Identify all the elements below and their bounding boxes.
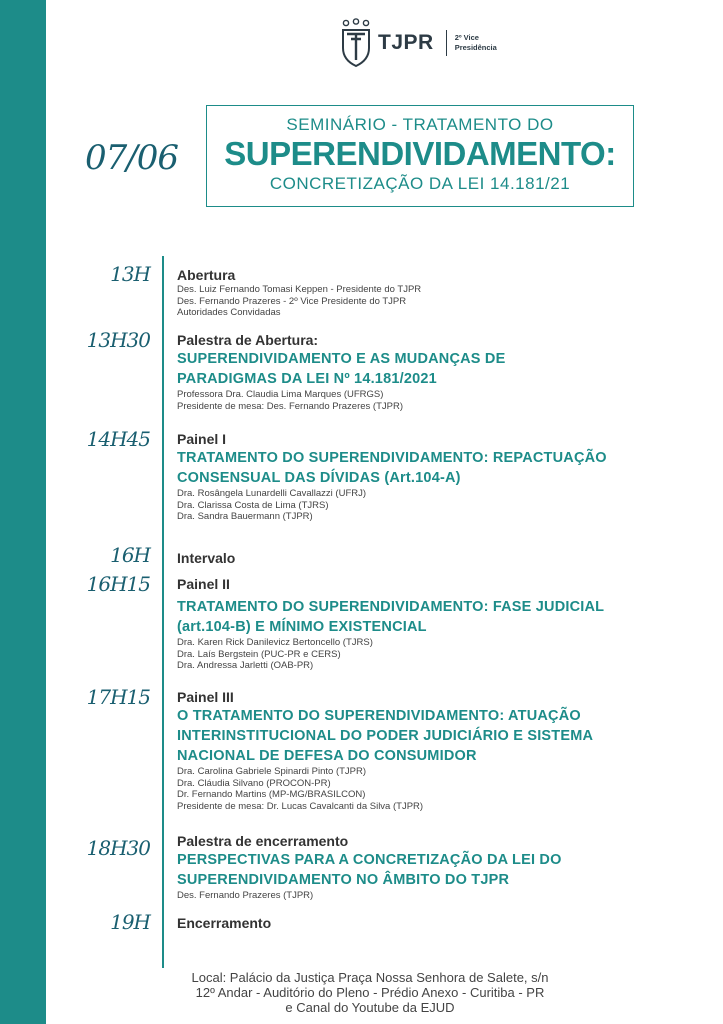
session-panel-3 bbox=[177, 688, 667, 812]
event-date: 07/06 bbox=[85, 138, 178, 178]
title-box bbox=[206, 105, 634, 207]
speaker: Des. Fernando Prazeres (TJPR) bbox=[177, 890, 314, 901]
session-title: O TRATAMENTO DO SUPERENDIVIDAMENTO: ATUAÇÃO bbox=[177, 708, 581, 724]
title-line-2: SUPERENDIVIDAMENTO: bbox=[224, 135, 616, 172]
session-time: 18H30 bbox=[86, 836, 150, 860]
session-heading: Intervalo bbox=[177, 550, 236, 566]
session-heading: Palestra de Abertura: bbox=[177, 332, 319, 348]
timeline-line bbox=[162, 256, 164, 968]
session-title: SUPERENDIVIDAMENTO NO ÂMBITO DO TJPR bbox=[177, 872, 510, 888]
session-panel-2 bbox=[177, 575, 667, 672]
session-time: 14H45 bbox=[86, 427, 150, 451]
session-opening bbox=[177, 266, 667, 319]
title-line-3: CONCRETIZAÇÃO DA LEI 14.181/21 bbox=[269, 174, 571, 193]
speaker: Presidente de mesa: Dr. Lucas Cavalcanti da Silva (TJPR) bbox=[177, 800, 424, 812]
speaker: Autoridades Convidadas bbox=[177, 307, 281, 319]
speaker: Des. Fernando Prazeres - 2º Vice Presidente do TJPR bbox=[177, 295, 407, 307]
speaker: Dra. Andressa Jarletti (OAB-PR) bbox=[177, 660, 314, 672]
session-title: SUPERENDIVIDAMENTO E AS MUDANÇAS DE bbox=[177, 351, 506, 367]
speaker: Dra. Karen Rick Danilevicz Bertoncello (TJRS) bbox=[177, 637, 373, 648]
session-heading: Painel I bbox=[177, 431, 227, 447]
session-closing bbox=[177, 914, 667, 932]
session-title: PARADIGMAS DA LEI Nº 14.181/2021 bbox=[177, 371, 437, 387]
session-time: 13H bbox=[110, 262, 150, 286]
session-time: 13H30 bbox=[86, 328, 150, 352]
side-accent-bar bbox=[0, 0, 46, 1024]
speaker: Professora Dra. Claudia Lima Marques (UFRGS) bbox=[177, 389, 384, 400]
session-break bbox=[177, 549, 667, 567]
logo-subtitle: 2º Vice Presidência bbox=[454, 33, 497, 52]
session-time: 19H bbox=[110, 910, 150, 934]
title-line-1: SEMINÁRIO - TRATAMENTO DO bbox=[286, 115, 554, 134]
speaker: Presidente de mesa: Des. Fernando Prazeres (TJPR) bbox=[177, 400, 403, 412]
logo-wordmark: TJPR bbox=[378, 31, 434, 54]
speaker: Dra. Rosângela Lunardelli Cavallazzi (UFRJ) bbox=[177, 488, 367, 499]
speaker: Dra. Laís Bergstein (PUC-PR e CERS) bbox=[177, 648, 341, 660]
session-panel-1 bbox=[177, 430, 667, 523]
logo-divider bbox=[446, 30, 447, 56]
session-heading: Painel III bbox=[177, 689, 234, 705]
session-time: 16H15 bbox=[86, 572, 150, 596]
footer-location bbox=[150, 970, 590, 1015]
session-heading: Abertura bbox=[177, 267, 236, 283]
session-title: (art.104-B) E MÍNIMO EXISTENCIAL bbox=[177, 619, 427, 635]
session-title: PERSPECTIVAS PARA A CONCRETIZAÇÃO DA LEI DO bbox=[177, 852, 562, 868]
tjpr-crest-icon bbox=[340, 18, 372, 68]
session-closing-lecture bbox=[177, 832, 667, 902]
session-title: CONSENSUAL DAS DÍVIDAS (Art.104-A) bbox=[177, 470, 461, 486]
speaker: Dr. Fernando Martins (MP-MG/BRASILCON) bbox=[177, 789, 366, 801]
speaker: Dra. Cláudia Silvano (PROCON-PR) bbox=[177, 777, 331, 789]
session-title: TRATAMENTO DO SUPERENDIVIDAMENTO: REPACTUAÇÃO bbox=[177, 450, 607, 466]
session-heading: Painel II bbox=[177, 576, 230, 592]
tjpr-logo bbox=[340, 18, 497, 68]
session-time: 16H bbox=[110, 543, 150, 567]
session-title: NACIONAL DE DEFESA DO CONSUMIDOR bbox=[177, 748, 477, 764]
session-opening-lecture bbox=[177, 331, 667, 412]
footer-line: 12º Andar - Auditório do Pleno - Prédio Anexo - Curitiba - PR bbox=[195, 985, 545, 1000]
footer-line: Local: Palácio da Justiça Praça Nossa Senhora de Salete, s/n bbox=[191, 970, 549, 985]
speaker: Dra. Clarissa Costa de Lima (TJRS) bbox=[177, 499, 329, 511]
session-title: INTERINSTITUCIONAL DO PODER JUDICIÁRIO E SISTEMA bbox=[177, 728, 594, 744]
session-title: TRATAMENTO DO SUPERENDIVIDAMENTO: FASE JUDICIAL bbox=[177, 599, 605, 615]
session-time: 17H15 bbox=[86, 685, 150, 709]
speaker: Des. Luiz Fernando Tomasi Keppen - Presidente do TJPR bbox=[177, 284, 422, 295]
session-heading: Encerramento bbox=[177, 915, 272, 931]
session-heading: Palestra de encerramento bbox=[177, 833, 349, 849]
footer-line: e Canal do Youtube da EJUD bbox=[285, 1000, 455, 1015]
speaker: Dra. Sandra Bauermann (TJPR) bbox=[177, 511, 313, 523]
speaker: Dra. Carolina Gabriele Spinardi Pinto (TJPR) bbox=[177, 766, 367, 777]
